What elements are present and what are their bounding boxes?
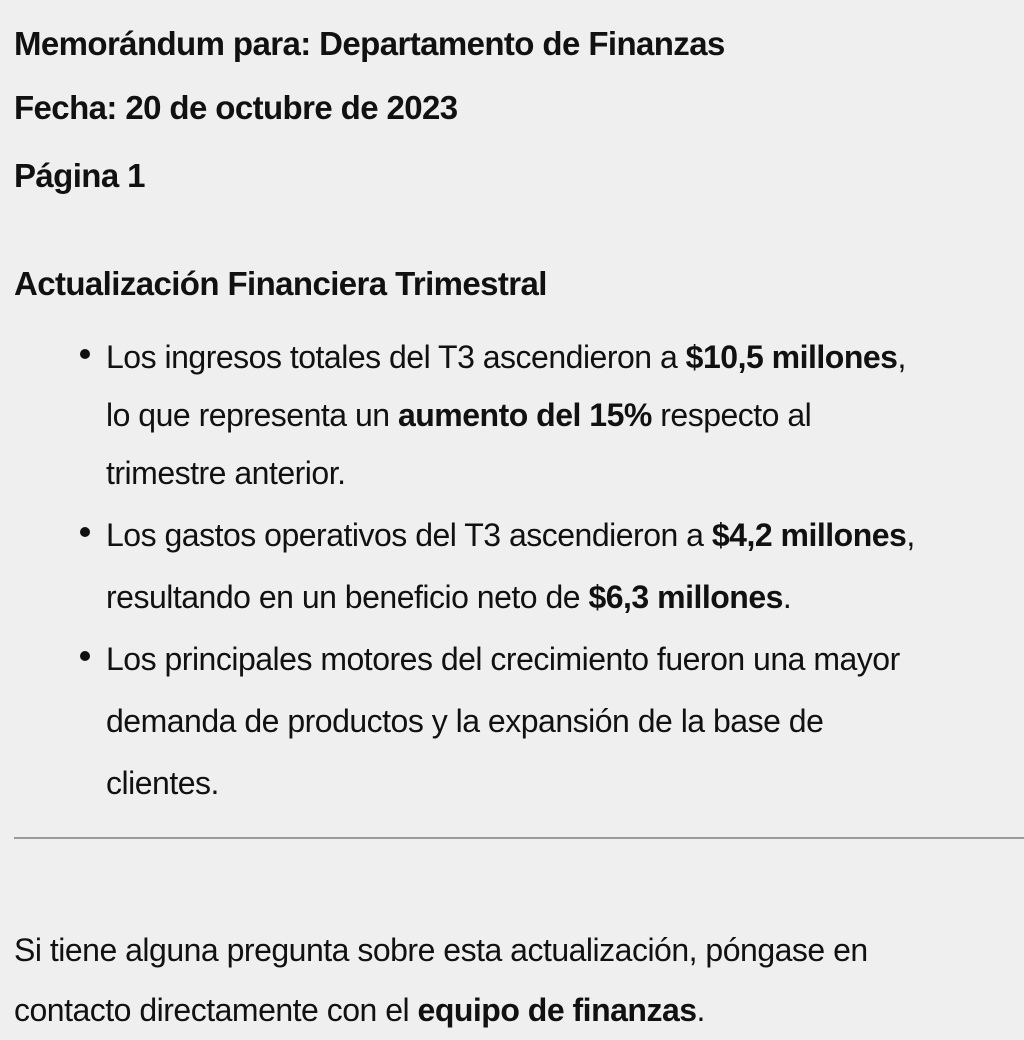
section-divider [14,837,1024,839]
text-run: , [897,339,906,375]
list-item-expenses [14,504,1018,628]
memo-page-number: Página 1 [14,157,145,194]
text-run: Los gastos operativos del T3 ascendieron a [106,517,712,553]
list-item-line [106,326,1018,388]
list-item-line [106,752,1018,814]
list-item-line [106,388,1018,442]
list-item-growth-drivers [14,628,1018,814]
memo-document [14,0,1018,1040]
revenue-amount: $10,5 millones [685,339,898,375]
net-profit-amount: $6,3 millones [588,579,783,615]
closing-line [14,980,1018,1040]
text-run: Los ingresos totales del T3 ascendieron a [106,339,686,375]
closing-line [14,920,1018,980]
text-run: resultando en un beneficio neto de [106,579,589,615]
text-run: Si tiene alguna pregunta sobre esta actualización, póngase en [14,932,868,968]
text-run: lo que representa un [106,397,398,433]
list-item-line [106,442,1018,504]
section-title: Actualización Financiera Trimestral [14,265,547,302]
finance-team-reference: equipo de finanzas [417,992,697,1028]
bullet-icon [80,651,90,661]
bullet-icon [80,349,90,359]
list-item-revenue [14,326,1018,504]
text-run: trimestre anterior. [106,455,346,491]
expenses-amount: $4,2 millones [711,517,907,553]
text-run: demanda de productos y la expansión de la base de [106,703,824,739]
text-run: clientes. [106,765,219,801]
text-run: . [782,579,792,615]
text-run: respecto al [651,397,812,433]
list-item-line [106,628,1018,690]
growth-percent: aumento del 15% [397,397,652,433]
list-item-line [106,566,1018,628]
text-run: contacto directamente con el [14,992,418,1028]
text-run: , [906,517,915,553]
text-run: Los principales motores del crecimiento fueron una mayor [106,641,900,677]
list-item-line [106,690,1018,752]
update-bullet-list [14,326,1018,814]
bullet-icon [80,527,90,537]
list-item-line [106,504,1018,566]
memo-recipient: Memorándum para: Departamento de Finanzas [14,25,725,62]
text-run: . [696,992,705,1028]
memo-date: Fecha: 20 de octubre de 2023 [14,89,458,126]
closing-paragraph [14,920,1018,1040]
